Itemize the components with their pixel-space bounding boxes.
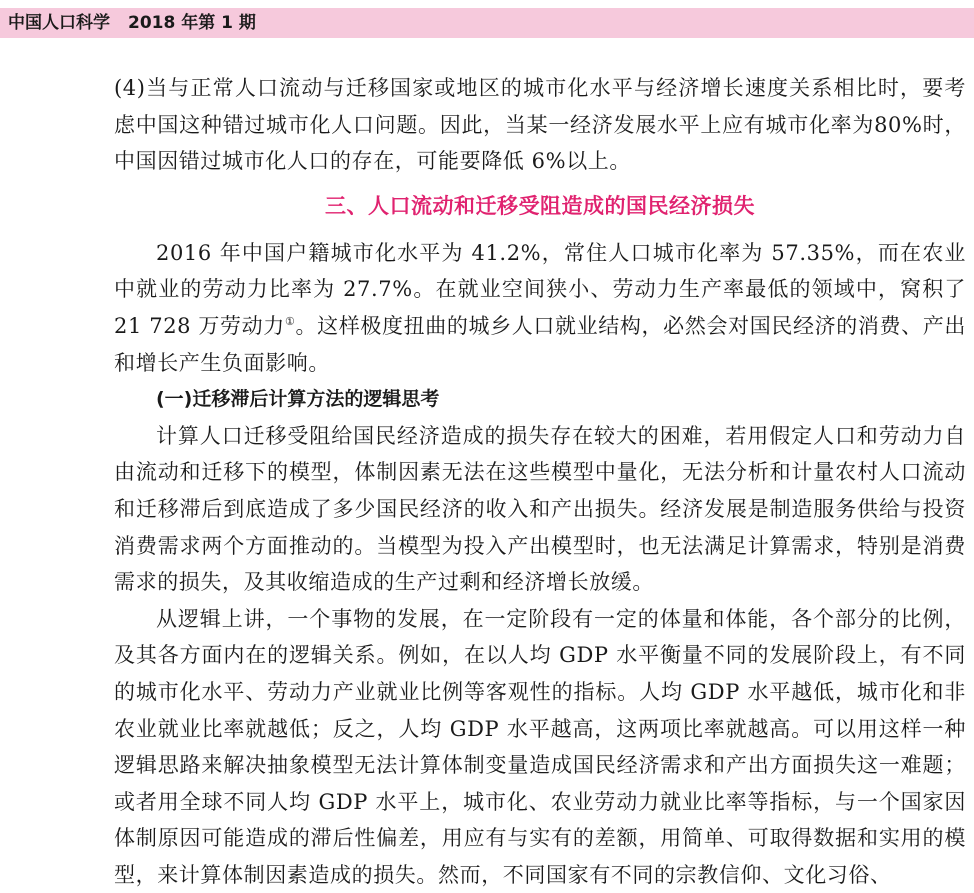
running-header — [8, 12, 256, 34]
section-title: 三、人口流动和迁移受阻造成的国民经济损失 — [325, 193, 755, 218]
footnote-marker[interactable]: ① — [284, 314, 296, 328]
issue-label: 2018 年第 1 期 — [128, 13, 256, 33]
subsection-heading: (一)迁移滞后计算方法的逻辑思考 — [156, 388, 440, 411]
paragraph-text-part1: 2016 年中国户籍城市化水平为 41.2%，常住人口城市化率为 57.35%，而在农业中就业的劳动力比率为 27.7%。在就业空间狭小、劳动力生产率最低的领域中，窝积了 21 728 万劳动力 — [114, 240, 966, 338]
paragraph-calculation-difficulty: 计算人口迁移受阻给国民经济造成的损失存在较大的困难，若用假定人口和劳动力自由流动和迁移下的模型，体制因素无法在这些模型中量化，无法分析和计量农村人口流动和迁移滞后到底造成了多少国民经济的收入和产出损失。经济发展是制造服务供给与投资消费需求两个方面推动的。当模型为投入产出模型时，也无法满足计算需求，特别是消费需求的损失，及其收缩造成的生产过剩和经济增长放缓。 — [114, 423, 966, 595]
article-body — [114, 70, 966, 893]
intro-paragraph: (4)当与正常人口流动与迁移国家或地区的城市化水平与经济增长速度关系相比时，要考虑中国这种错过城市化人口问题。因此，当某一经济发展水平上应有城市化率为80%时，中国因错过城市化人口的存在，可能要降低 6%以上。 — [114, 76, 966, 174]
paragraph-text-part2: 。这样极度扭曲的城乡人口就业结构，必然会对国民经济的消费、产出和增长产生负面影响。 — [114, 313, 966, 375]
journal-name: 中国人口科学 — [8, 13, 110, 33]
paragraph-logic-reasoning: 从逻辑上讲，一个事物的发展，在一定阶段有一定的体量和体能，各个部分的比例，及其各方面内在的逻辑关系。例如，在以人均 GDP 水平衡量不同的发展阶段上，有不同的城市化水平、劳动力产业就业比例等客观性的指标。人均 GDP 水平越低，城市化和非农业就业比率就越低；反之，人均 GDP 水平越高，这两项比率就越高。可以用这样一种逻辑思路来解决抽象模型无法计算体制变量造成国民经济需求和产出方面损失这一难题；或者用全球不同人均 GDP 水平上，城市化、农业劳动力就业比率等指标，与一个国家因体制原因可能造成的滞后性偏差，用应有与实有的差额，用简单、可取得数据和实用的模型，来计算体制因素造成的损失。然而，不同国家有不同的宗教信仰、文化习俗、 — [114, 606, 966, 887]
paragraph-urbanization-stats — [114, 235, 966, 381]
